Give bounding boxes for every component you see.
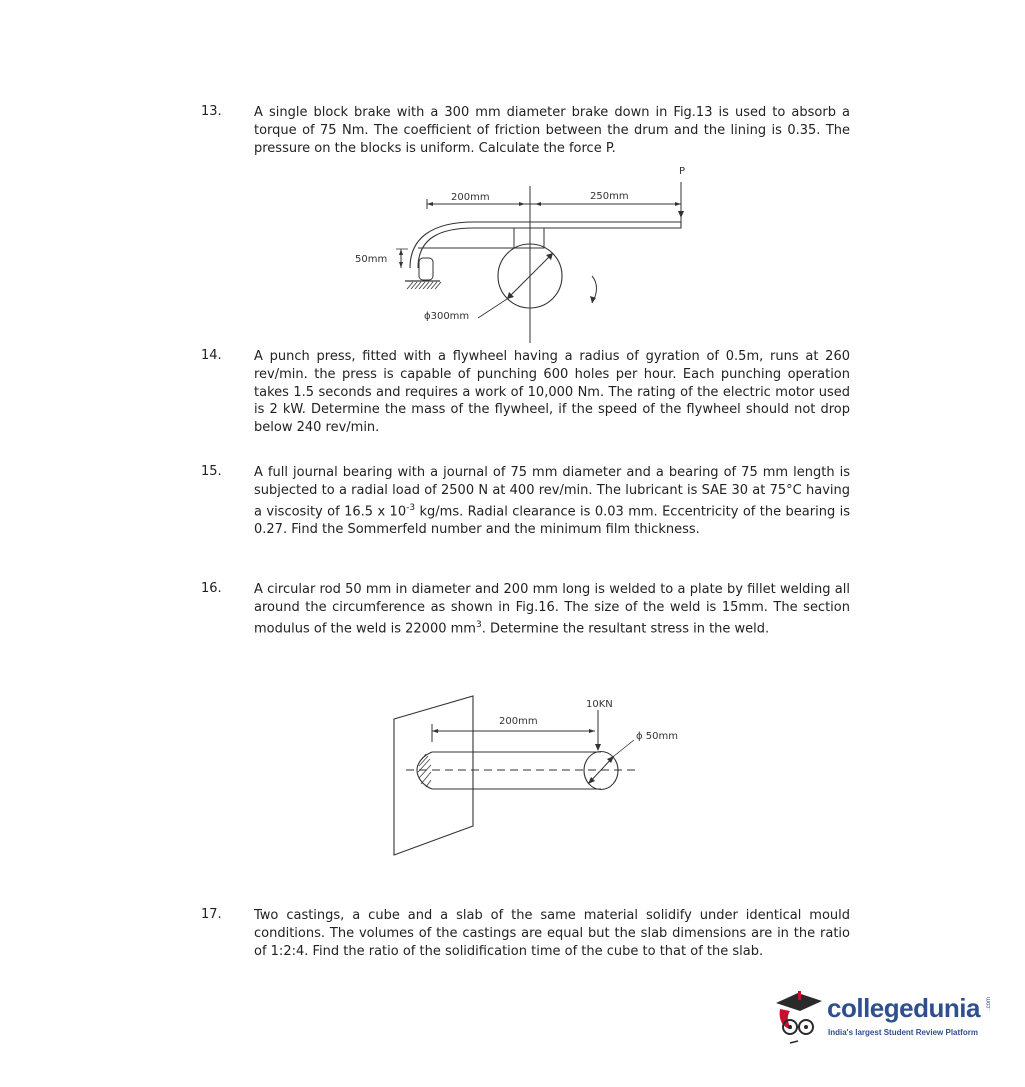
collegedunia-logo xyxy=(768,985,998,1055)
question-number: 13. xyxy=(201,104,222,119)
welded-rod-diagram xyxy=(380,680,700,865)
question-number: 16. xyxy=(201,581,222,596)
logo-tagline: India's largest Student Review Platform xyxy=(828,1028,978,1037)
brake-diagram xyxy=(340,160,720,350)
logo-com: .com xyxy=(986,997,992,1011)
question-text: A full journal bearing with a journal of 75 mm diameter and a bearing of 75 mm length is subjected to a radial load of 2500 N at 400 rev/min. The lubricant is SAE 30 at 75°C having a viscosity of 16.5 x $10^{-3}$ kg/ms. Radial clearance is 0.03 mm. Eccentricity of the bearing is 0.27. Find the Sommerfeld number and the minimum film thickness. xyxy=(254,465,850,537)
question-text: A circular rod 50 mm in diameter and 200 mm long is welded to a plate by fillet welding all around the circumference as shown in Fig.16. The size of the weld is 15mm. The section modulus of the weld is 22000 $mm^3$. Determine the resultant stress in the weld. xyxy=(254,582,850,636)
ground-hatch xyxy=(407,282,441,289)
logo-wordmark: collegedunia xyxy=(827,993,980,1023)
plate xyxy=(394,696,473,855)
label-10kn: 10KN xyxy=(586,699,613,710)
label-50mm: 50mm xyxy=(355,254,388,265)
label-200mm: 200mm xyxy=(499,716,538,727)
label-p: P xyxy=(679,166,686,177)
logo-mascot-icon xyxy=(768,985,828,1055)
question-text: A single block brake with a 300 mm diameter brake down in Fig.13 is used to absorb a torque of 75 Nm. The coefficient of friction between the drum and the lining is 0.35. The pressure on the blocks is uniform. Calculate the force P. xyxy=(254,105,850,156)
question-number: 14. xyxy=(201,348,222,363)
fulcrum-pin xyxy=(419,258,433,280)
question-number: 17. xyxy=(201,907,222,922)
label-diameter: ϕ300mm xyxy=(424,311,470,322)
label-250mm: 250mm xyxy=(590,191,629,202)
question-text: Two castings, a cube and a slab of the same material solidify under identical mould conditions. The volumes of the castings are equal but the slab dimensions are in the ratio of 1:2:4. Find the ratio of the solidification time of the cube to that of the slab. xyxy=(254,908,850,959)
question-number: 15. xyxy=(201,464,222,479)
label-diameter: ϕ 50mm xyxy=(636,731,678,742)
lever-arm xyxy=(418,222,681,268)
question-text: A punch press, fitted with a flywheel having a radius of gyration of 0.5m, runs at 260 rev/min. the press is capable of punching 600 holes per hour. Each punching operation takes 1.5 seconds and requires a work of 10,000 Nm. The rating of the electric motor used is 2 kW. Determine the mass of the flywheel, if the speed of the flywheel should not drop below 240 rev/min. xyxy=(254,349,850,436)
label-200mm: 200mm xyxy=(451,192,490,203)
